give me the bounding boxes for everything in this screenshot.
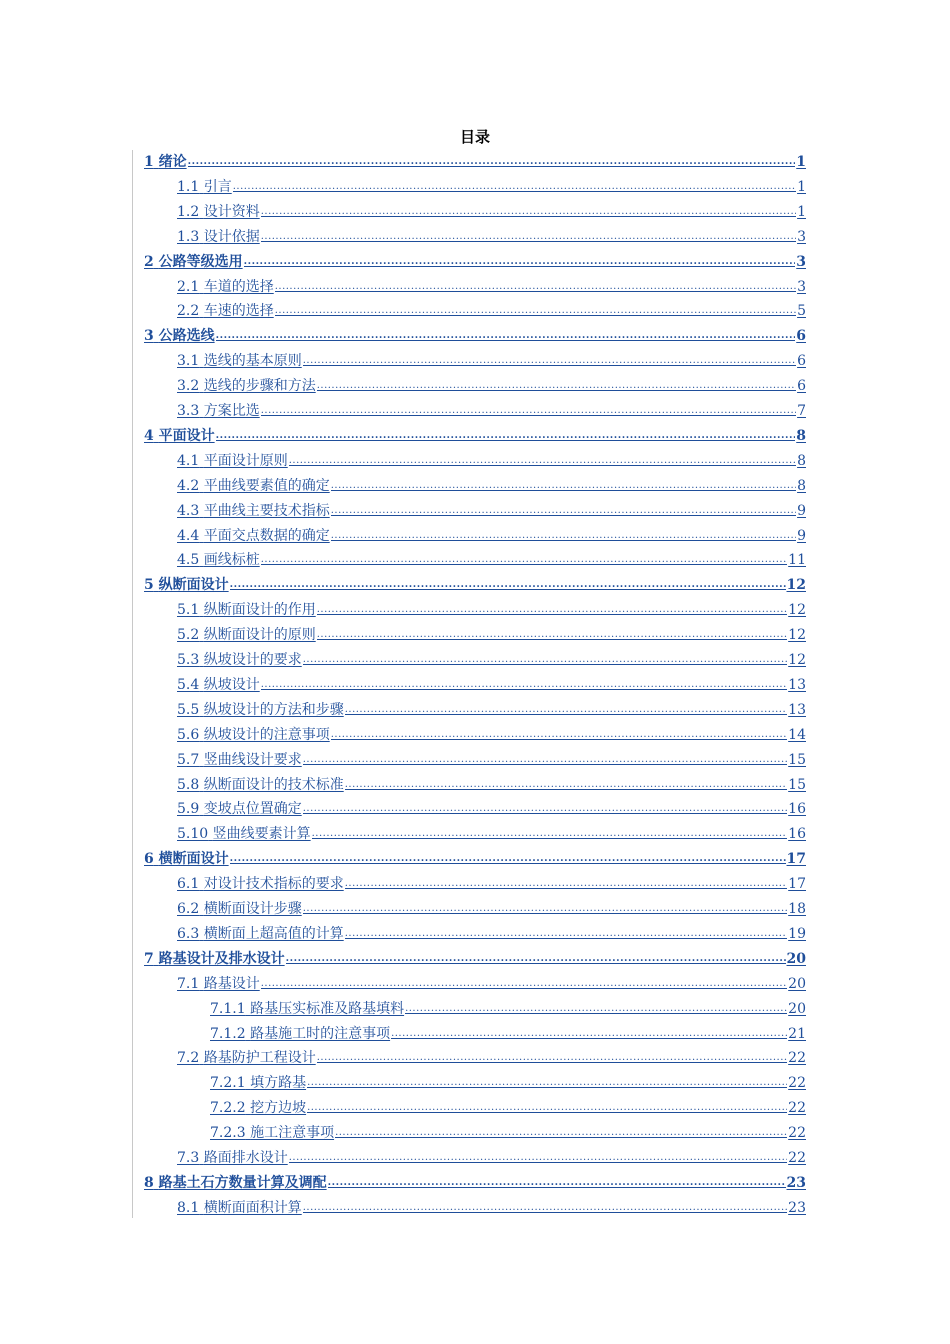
toc-entry-title: 方案比选 — [203, 403, 260, 419]
toc-entry-7-1-1[interactable] — [210, 997, 806, 1021]
toc-entry-5-10[interactable] — [177, 822, 806, 846]
toc-dot-leader — [303, 895, 787, 914]
toc-entry-number: 7.1.1 — [210, 1000, 246, 1017]
toc-dot-leader — [345, 920, 787, 939]
toc-entry-5-5[interactable] — [177, 698, 806, 722]
toc-entry-title: 平面设计 — [158, 427, 215, 444]
toc-entry-page-number: 14 — [788, 726, 806, 743]
toc-entry-number: 4 — [144, 427, 154, 444]
toc-entry-title: 横断面设计 — [158, 851, 229, 868]
toc-entry-7-3[interactable] — [177, 1146, 806, 1170]
toc-entry-5-7[interactable] — [177, 748, 806, 772]
toc-dot-leader — [317, 372, 796, 391]
toc-entry-number: 6.1 — [177, 876, 200, 893]
toc-entry-page-number: 12 — [788, 652, 806, 668]
toc-dot-leader — [307, 1069, 787, 1088]
toc-entry-number: 8 — [144, 1174, 154, 1191]
toc-left-rule — [132, 150, 133, 1218]
toc-entry-number: 8.1 — [177, 1199, 200, 1216]
toc-entry-number: 4.5 — [177, 552, 200, 569]
toc-entry-number: 6.3 — [177, 925, 200, 942]
toc-dot-leader — [275, 297, 796, 316]
toc-entry-7-2-2[interactable] — [210, 1096, 806, 1120]
toc-entry-number: 3.2 — [177, 378, 200, 395]
toc-entry-7-1[interactable] — [177, 972, 806, 996]
toc-entry-page-number: 23 — [786, 1174, 806, 1191]
toc-dot-leader — [317, 1044, 787, 1063]
toc-entry-page-number: 21 — [788, 1025, 806, 1042]
toc-entry-7-1-2[interactable] — [210, 1022, 806, 1046]
toc-dot-leader — [331, 497, 796, 516]
toc-dot-leader — [303, 795, 787, 814]
toc-entry-page-number: 6 — [796, 328, 806, 345]
toc-entry-title: 平面设计原则 — [203, 452, 288, 469]
toc-entry-title: 绪论 — [158, 154, 187, 170]
toc-dot-leader — [216, 422, 796, 441]
toc-entry-page-number: 17 — [788, 876, 806, 893]
toc-entry-page-number: 22 — [788, 1150, 806, 1166]
toc-dot-leader — [331, 721, 787, 740]
toc-entry-page-number: 1 — [796, 154, 806, 170]
toc-dot-leader — [331, 472, 796, 491]
toc-entry-title: 竖曲线要素计算 — [212, 826, 311, 843]
toc-entry-page-number: 20 — [788, 1000, 806, 1017]
toc-entry-number: 7.2.2 — [210, 1100, 246, 1117]
toc-entry-number: 3 — [144, 328, 154, 345]
toc-entry-title: 选线的基本原则 — [203, 353, 302, 370]
toc-entry-title: 横断面面积计算 — [203, 1199, 302, 1216]
toc-entry-title: 路基土石方数量计算及调配 — [158, 1174, 327, 1191]
toc-dot-leader — [317, 621, 787, 640]
toc-entry-8[interactable] — [144, 1171, 806, 1195]
toc-dot-leader — [345, 696, 787, 715]
toc-entry-number: 4.3 — [177, 502, 200, 519]
toc-entry-number: 7.2.1 — [210, 1075, 246, 1092]
toc-entry-6[interactable] — [144, 847, 806, 871]
toc-entry-page-number: 8 — [796, 427, 806, 444]
toc-entry-page-number: 13 — [788, 676, 806, 693]
toc-entry-title: 变坡点位置确定 — [203, 801, 302, 818]
toc-entry-title: 纵断面设计的原则 — [203, 627, 316, 644]
toc-entry-page-number: 1 — [797, 178, 806, 195]
toc-entry-page-number: 3 — [797, 228, 806, 245]
toc-entry-number: 5.3 — [177, 652, 200, 668]
toc-entry-5-8[interactable] — [177, 773, 806, 797]
toc-dot-leader — [405, 995, 787, 1014]
toc-entry-page-number: 22 — [788, 1125, 806, 1142]
toc-entry-2-2[interactable] — [177, 299, 806, 323]
toc-entry-number: 1.2 — [177, 203, 200, 220]
toc-entry-number: 5.4 — [177, 676, 200, 693]
toc-entry-title: 纵坡设计 — [203, 676, 260, 693]
toc-entry-number: 5.6 — [177, 726, 200, 743]
toc-dot-leader — [188, 148, 796, 167]
toc-entry-8-1[interactable] — [177, 1196, 806, 1220]
toc-entry-title: 车速的选择 — [203, 303, 274, 320]
toc-entry-title: 车道的选择 — [203, 278, 274, 295]
toc-entry-title: 路基施工时的注意事项 — [250, 1025, 391, 1042]
toc-entry-title: 设计资料 — [203, 203, 260, 220]
toc-entry-title: 纵断面设计的作用 — [203, 602, 316, 619]
toc-dot-leader — [244, 248, 796, 267]
toc-entry-page-number: 20 — [788, 975, 806, 992]
toc-entry-7-2[interactable] — [177, 1046, 806, 1070]
toc-entry-title: 路基设计及排水设计 — [158, 950, 285, 967]
toc-entry-5-4[interactable] — [177, 673, 806, 697]
toc-entry-number: 1.1 — [177, 178, 200, 195]
toc-dot-leader — [261, 671, 787, 690]
toc-entry-page-number: 12 — [786, 577, 806, 594]
toc-entry-page-number: 19 — [788, 925, 806, 942]
toc-entry-page-number: 7 — [797, 403, 806, 419]
toc-entry-title: 路基防护工程设计 — [203, 1050, 316, 1067]
toc-entry-title: 公路选线 — [158, 328, 215, 345]
toc-entry-page-number: 8 — [797, 477, 806, 494]
toc-entry-page-number: 18 — [788, 901, 806, 917]
toc-entry-1-1[interactable] — [177, 175, 806, 199]
toc-entry-number: 5.2 — [177, 627, 200, 644]
toc-dot-leader — [233, 173, 796, 192]
toc-entry-page-number: 22 — [788, 1100, 806, 1117]
toc-entry-number: 5.7 — [177, 751, 200, 768]
toc-entry-7[interactable] — [144, 947, 806, 971]
toc-dot-leader — [289, 1144, 787, 1163]
toc-entry-1-3[interactable] — [177, 225, 806, 249]
toc-entry-6-3[interactable] — [177, 922, 806, 946]
toc-dot-leader — [331, 522, 796, 541]
toc-entry-number: 1.3 — [177, 228, 200, 245]
toc-entry-page-number: 22 — [788, 1050, 806, 1067]
toc-entry-page-number: 13 — [788, 701, 806, 718]
toc-entry-title: 纵坡设计的要求 — [203, 652, 302, 668]
toc-title: 目录 — [459, 128, 490, 146]
toc-entry-4-1[interactable] — [177, 449, 806, 473]
toc-dot-leader — [261, 970, 787, 989]
toc-entry-4-5[interactable] — [177, 548, 806, 572]
toc-entry-number: 5.9 — [177, 801, 200, 818]
toc-entry-page-number: 9 — [797, 527, 806, 544]
toc-entry-title: 纵断面设计的技术标准 — [203, 776, 344, 793]
toc-entry-number: 7.2 — [177, 1050, 200, 1067]
toc-entry-number: 7.1.2 — [210, 1025, 246, 1042]
toc-entry-1[interactable] — [144, 150, 806, 174]
toc-entry-number: 7.3 — [177, 1150, 200, 1166]
toc-dot-leader — [391, 1020, 787, 1039]
toc-dot-leader — [345, 771, 787, 790]
toc-dot-leader — [230, 845, 786, 864]
toc-entry-title: 画线标桩 — [203, 552, 260, 569]
toc-dot-leader — [275, 273, 796, 292]
toc-entry-page-number: 23 — [788, 1199, 806, 1216]
toc-dot-leader — [345, 870, 787, 889]
toc-dot-leader — [261, 198, 796, 217]
toc-dot-leader — [335, 1119, 787, 1138]
toc-entry-page-number: 3 — [797, 278, 806, 295]
toc-entry-title: 施工注意事项 — [250, 1125, 335, 1142]
toc-entry-page-number: 16 — [788, 826, 806, 843]
toc-entry-1-2[interactable] — [177, 200, 806, 224]
toc-entry-page-number: 20 — [786, 950, 806, 967]
toc-dot-leader — [328, 1169, 786, 1188]
toc-entry-6-1[interactable] — [177, 872, 806, 896]
toc-entry-number: 2.1 — [177, 278, 200, 295]
toc-entry-title: 平曲线主要技术指标 — [203, 502, 330, 519]
toc-entry-number: 7 — [144, 950, 154, 967]
toc-entry-title: 设计依据 — [203, 228, 260, 245]
toc-entry-number: 1 — [144, 154, 154, 170]
toc-entry-5[interactable] — [144, 573, 806, 597]
toc-entry-page-number: 3 — [796, 253, 806, 270]
toc-entry-3[interactable] — [144, 324, 806, 348]
toc-entry-3-3[interactable] — [177, 399, 806, 423]
toc-dot-leader — [303, 746, 787, 765]
toc-dot-leader — [216, 322, 796, 341]
toc-entry-5-1[interactable] — [177, 598, 806, 622]
toc-entry-5-3[interactable] — [177, 648, 806, 672]
toc-entry-4[interactable] — [144, 424, 806, 448]
toc-dot-leader — [289, 447, 796, 466]
toc-entry-number: 4.1 — [177, 452, 200, 469]
toc-entry-title: 横断面上超高值的计算 — [203, 925, 344, 942]
toc-entry-7-2-1[interactable] — [210, 1071, 806, 1095]
toc-entry-title: 对设计技术指标的要求 — [203, 876, 344, 893]
toc-entry-page-number: 15 — [788, 751, 806, 768]
toc-entry-4-2[interactable] — [177, 474, 806, 498]
toc-entry-title: 竖曲线设计要求 — [203, 751, 302, 768]
toc-entry-5-9[interactable] — [177, 797, 806, 821]
toc-dot-leader — [230, 571, 786, 590]
toc-dot-leader — [261, 397, 796, 416]
toc-entry-title: 平面交点数据的确定 — [203, 527, 330, 544]
toc-entry-number: 4.2 — [177, 477, 200, 494]
toc-entry-page-number: 16 — [788, 801, 806, 818]
toc-entry-title: 路基压实标准及路基填料 — [250, 1000, 405, 1017]
toc-entry-number: 2 — [144, 253, 154, 270]
toc-entry-title: 平曲线要素值的确定 — [203, 477, 330, 494]
toc-entry-title: 纵坡设计的注意事项 — [203, 726, 330, 743]
toc-entry-3-2[interactable] — [177, 374, 806, 398]
toc-entry-page-number: 15 — [788, 776, 806, 793]
toc-entry-title: 横断面设计步骤 — [203, 901, 302, 917]
toc-entry-title: 路基设计 — [203, 975, 260, 992]
toc-entry-number: 5.5 — [177, 701, 200, 718]
toc-entry-4-3[interactable] — [177, 499, 806, 523]
toc-entry-number: 7.2.3 — [210, 1125, 246, 1142]
toc-entry-number: 6 — [144, 851, 154, 868]
toc-entry-page-number: 8 — [797, 452, 806, 469]
toc-dot-leader — [286, 945, 786, 964]
toc-entry-4-4[interactable] — [177, 524, 806, 548]
toc-entry-title: 选线的步骤和方法 — [203, 378, 316, 395]
toc-entry-title: 纵坡设计的方法和步骤 — [203, 701, 344, 718]
toc-entry-page-number: 12 — [788, 627, 806, 644]
toc-entry-number: 3.1 — [177, 353, 200, 370]
toc-dot-leader — [261, 223, 796, 242]
toc-entry-page-number: 6 — [797, 378, 806, 395]
toc-entry-title: 挖方边坡 — [250, 1100, 307, 1117]
toc-dot-leader — [303, 347, 796, 366]
toc-entry-page-number: 11 — [788, 552, 806, 569]
toc-entry-2[interactable] — [144, 250, 806, 274]
toc-entry-7-2-3[interactable] — [210, 1121, 806, 1145]
toc-entry-page-number: 9 — [797, 502, 806, 519]
toc-entry-title: 引言 — [203, 178, 232, 195]
toc-entry-page-number: 5 — [797, 303, 806, 320]
toc-entry-number: 6.2 — [177, 901, 200, 917]
toc-dot-leader — [303, 646, 787, 665]
toc-entry-page-number: 12 — [788, 602, 806, 619]
toc-entry-5-6[interactable] — [177, 723, 806, 747]
toc-entry-page-number: 17 — [786, 851, 806, 868]
toc-entry-2-1[interactable] — [177, 275, 806, 299]
toc-entry-6-2[interactable] — [177, 897, 806, 921]
toc-entry-number: 5.8 — [177, 776, 200, 793]
toc-dot-leader — [317, 596, 787, 615]
toc-dot-leader — [261, 546, 787, 565]
toc-entry-number: 2.2 — [177, 303, 200, 320]
toc-entry-title: 公路等级选用 — [158, 253, 243, 270]
toc-dot-leader — [303, 1194, 787, 1213]
toc-entry-title: 路面排水设计 — [203, 1150, 288, 1166]
toc-entry-page-number: 6 — [797, 353, 806, 370]
toc-entry-title: 填方路基 — [250, 1075, 307, 1092]
toc-entry-number: 7.1 — [177, 975, 200, 992]
toc-dot-leader — [312, 820, 788, 839]
toc-entry-page-number: 1 — [797, 203, 806, 220]
toc-entry-page-number: 22 — [788, 1075, 806, 1092]
toc-entry-number: 5 — [144, 577, 154, 594]
toc-dot-leader — [307, 1094, 787, 1113]
toc-entry-number: 5.1 — [177, 602, 200, 619]
toc-entry-5-2[interactable] — [177, 623, 806, 647]
toc-entry-title: 纵断面设计 — [158, 577, 229, 594]
toc-entry-number: 4.4 — [177, 527, 200, 544]
toc-entry-3-1[interactable] — [177, 349, 806, 373]
toc-entry-number: 5.10 — [177, 826, 209, 843]
toc-entry-number: 3.3 — [177, 403, 200, 419]
